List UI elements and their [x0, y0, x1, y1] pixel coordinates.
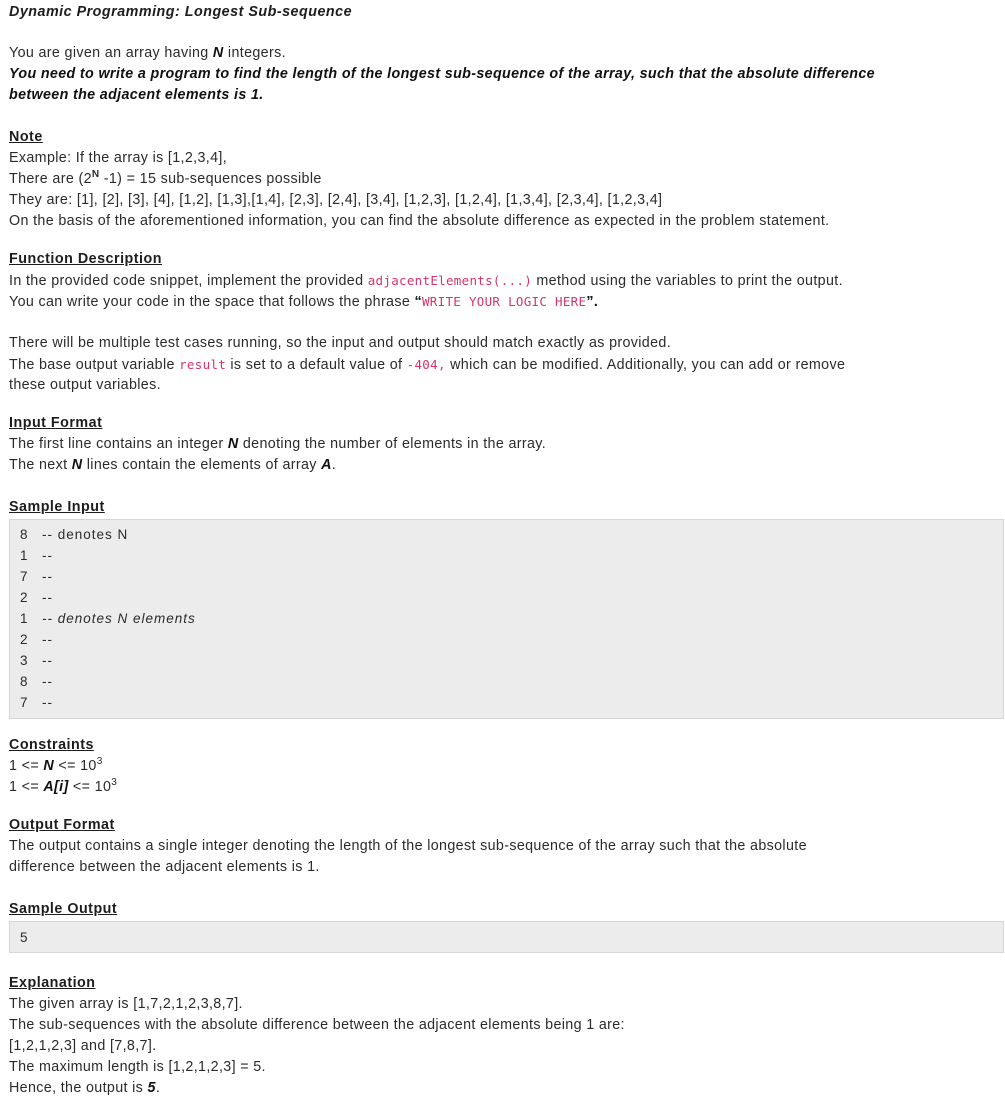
if-var-a: A — [321, 457, 332, 473]
sample-output-box — [9, 921, 1004, 953]
explanation-line-1: The given array is [1,7,2,1,2,3,8,7]. — [9, 996, 243, 1012]
c1-var: N — [43, 758, 55, 774]
explanation-line-5 — [9, 1078, 160, 1099]
function-description-line-3: There will be multiple test cases running, so the input and output should match exactly as provided. — [9, 335, 672, 351]
sample-input-row — [20, 650, 53, 671]
fd-text-mid: is set to a default value of — [226, 357, 407, 373]
fd-quote-close: ” — [586, 294, 594, 310]
note-count — [9, 169, 322, 190]
intro-text: You are given an array having — [9, 45, 213, 61]
sample-input-comment: -- — [42, 548, 53, 563]
constraints-heading: Constraints — [9, 737, 94, 753]
sample-input-comment: -- — [42, 632, 53, 647]
explanation-text: Hence, the output is — [9, 1080, 148, 1096]
constraint-1 — [9, 756, 103, 777]
if-var-n: N — [227, 436, 239, 452]
fd-text-suffix: method using the variables to print the output. — [532, 273, 843, 289]
sample-input-comment: -- — [42, 674, 53, 689]
note-basis: On the basis of the aforementioned information, you can find the absolute difference as expected in the problem statement. — [9, 213, 830, 229]
fd-period: . — [593, 294, 599, 310]
output-format-line-2: difference between the adjacent elements is 1. — [9, 859, 320, 875]
sample-input-value: 8 — [20, 674, 28, 689]
sample-input-value: 1 — [20, 548, 28, 563]
constraint-2 — [9, 777, 117, 798]
c1-suffix: <= 10 — [54, 758, 97, 774]
page-title: Dynamic Programming: Longest Sub-sequence — [9, 4, 353, 20]
sample-input-row — [20, 524, 128, 545]
sample-input-heading: Sample Input — [9, 499, 105, 515]
sample-input-row — [20, 629, 53, 650]
explanation-heading: Explanation — [9, 975, 96, 991]
function-description-line-1 — [9, 270, 843, 291]
intro-line-2: You need to write a program to find the length of the longest sub-sequence of the array, such that the absolute difference — [9, 66, 875, 82]
if-text: The first line contains an integer — [9, 436, 228, 452]
fd-text: You can write your code in the space that follows the phrase — [9, 294, 415, 310]
intro-var-n: N — [212, 45, 224, 61]
c2-suffix: <= 10 — [68, 779, 112, 795]
sample-input-value: 2 — [20, 632, 28, 647]
function-description-line-5: these output variables. — [9, 377, 161, 393]
explanation-line-3: [1,2,1,2,3] and [7,8,7]. — [9, 1038, 157, 1054]
sample-input-comment: -- denotes N — [42, 527, 129, 542]
c1-prefix: 1 <= — [9, 758, 44, 774]
function-description-line-2 — [9, 291, 598, 312]
sample-input-comment: -- — [42, 569, 53, 584]
input-format-heading: Input Format — [9, 415, 103, 431]
explanation-line-4: The maximum length is [1,2,1,2,3] = 5. — [9, 1059, 266, 1075]
sample-input-value: 8 — [20, 527, 28, 542]
sample-input-row — [20, 671, 53, 692]
if-text-suffix: denoting the number of elements in the array. — [238, 436, 547, 452]
if-text-suffix: . — [331, 457, 337, 473]
sample-input-row — [20, 545, 53, 566]
sample-input-value: 7 — [20, 569, 28, 584]
note-count-sup: N — [91, 169, 100, 181]
if-text: The next — [9, 457, 72, 473]
note-count-suffix: -1) = 15 sub-sequences possible — [99, 171, 322, 187]
function-description-line-4 — [9, 354, 845, 375]
intro-text-suffix: integers. — [223, 45, 286, 61]
note-heading: Note — [9, 129, 43, 145]
sample-input-box — [9, 519, 1004, 719]
note-count-prefix: There are (2 — [9, 171, 92, 187]
c2-prefix: 1 <= — [9, 779, 44, 795]
explanation-period: . — [155, 1080, 161, 1096]
fd-text: The base output variable — [9, 357, 180, 373]
output-format-heading: Output Format — [9, 817, 115, 833]
if-var-n: N — [71, 457, 83, 473]
sample-input-value: 7 — [20, 695, 28, 710]
fd-text: In the provided code snippet, implement the provided — [9, 273, 368, 289]
fd-method-code: adjacentElements(...) — [367, 273, 533, 288]
sample-input-value: 1 — [20, 611, 28, 626]
fd-quote-open: “ — [414, 294, 422, 310]
sample-input-comment: -- — [42, 695, 53, 710]
sample-input-row — [20, 608, 196, 629]
sample-input-comment: -- denotes N elements — [42, 611, 196, 626]
c2-var: A[i] — [43, 779, 69, 795]
sample-input-value: 2 — [20, 590, 28, 605]
fd-text-suffix: which can be modified. Additionally, you can add or remove — [445, 357, 846, 373]
sample-input-row — [20, 587, 53, 608]
c1-exponent: 3 — [96, 756, 103, 768]
note-list: They are: [1], [2], [3], [4], [1,2], [1,3],[1,4], [2,3], [2,4], [3,4], [1,2,3], [1,2,4], [1,3,4], [2,3,4], [1,2,3,4] — [9, 192, 663, 208]
fd-default-code: -404, — [406, 357, 446, 372]
function-description-heading: Function Description — [9, 251, 162, 267]
note-example: Example: If the array is [1,2,3,4], — [9, 150, 228, 166]
explanation-answer: 5 — [147, 1080, 156, 1096]
fd-logic-code: WRITE YOUR LOGIC HERE — [421, 294, 587, 309]
sample-output-value: 5 — [20, 930, 28, 945]
explanation-line-2: The sub-sequences with the absolute difference between the adjacent elements being 1 are: — [9, 1017, 625, 1033]
sample-input-comment: -- — [42, 653, 53, 668]
if-text-mid: lines contain the elements of array — [82, 457, 322, 473]
sample-input-comment: -- — [42, 590, 53, 605]
intro-line-3: between the adjacent elements is 1. — [9, 87, 264, 103]
input-format-line-2 — [9, 455, 336, 476]
sample-input-value: 3 — [20, 653, 28, 668]
sample-input-row — [20, 566, 53, 587]
sample-input-row — [20, 692, 53, 713]
sample-output-heading: Sample Output — [9, 901, 118, 917]
input-format-line-1 — [9, 434, 546, 455]
output-format-line-1: The output contains a single integer denoting the length of the longest sub-sequence of the array such that the absolute — [9, 838, 807, 854]
c2-exponent: 3 — [111, 777, 118, 789]
fd-result-code: result — [179, 357, 227, 372]
intro-line-1 — [9, 43, 286, 64]
